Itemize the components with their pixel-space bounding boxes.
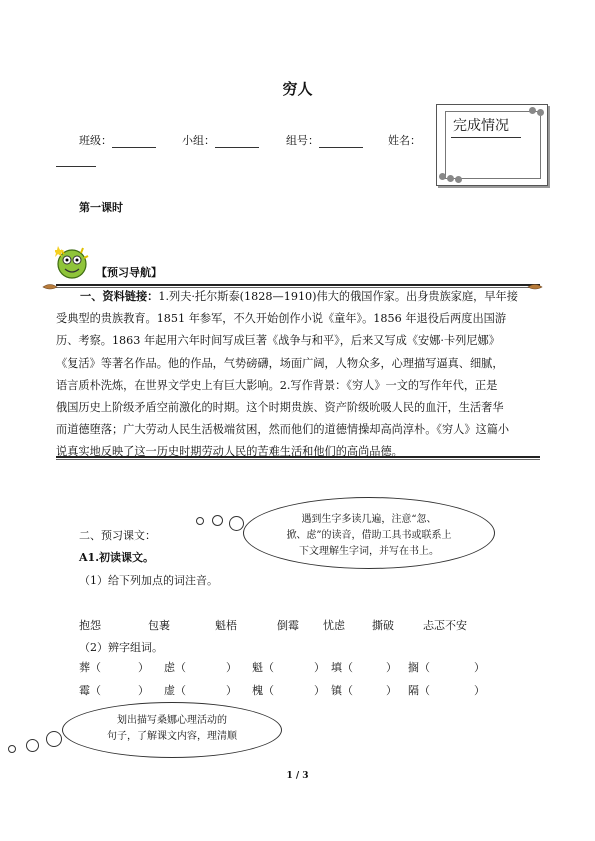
decor-dot-icon xyxy=(455,176,462,183)
a1-heading: A1.初读课文。 xyxy=(79,551,155,564)
completion-status-label: 完成情况 xyxy=(453,118,509,134)
word-item: 撕破 xyxy=(372,619,394,632)
word-item: 忐忑不安 xyxy=(423,619,467,632)
paragraph-line: 一、资料链接：1.列夫·托尔斯泰(1828—1910)伟大的俄国作家。出身贵族家庭，早年接 xyxy=(80,289,518,303)
class-label: 班级： xyxy=(79,134,112,147)
word-item: 抱怨 xyxy=(79,619,101,632)
completion-status-box xyxy=(436,104,548,186)
decor-dot-icon xyxy=(529,107,536,114)
word-item: 魁梧 xyxy=(215,619,237,632)
group-no-blank[interactable] xyxy=(319,135,363,148)
char-group-row-1: 葬（ ） 虑（ ） 魁（ ） 填（ ） 搁（ ） xyxy=(79,661,485,674)
name-field xyxy=(388,132,421,148)
paragraph-line: 说真实地反映了这一历史时期劳动人民的苦难生活和他们的高尚品德。 xyxy=(56,445,403,459)
paragraph-line: 历、考察。1863 年起用六年时间写成巨著《战争与和平》，后来又写成《安娜·卡列尼娜》 xyxy=(56,334,500,348)
paragraph-line: 俄国历史上阶级矛盾空前激化的时期。这个时期贵族、资产阶级吮吸人民的血汗，生活奢华 xyxy=(56,401,504,415)
q1-instruction: （1）给下列加点的词注音。 xyxy=(79,574,218,587)
q2-instruction: （2）辨字组词。 xyxy=(79,641,163,654)
thought-bubble-dot xyxy=(26,739,39,752)
tip-cloud-reading: 划出描写桑娜心理活动的 句子，了解课文内容，理清顺 xyxy=(62,702,282,758)
completion-status-line[interactable] xyxy=(451,137,521,138)
name-blank[interactable] xyxy=(56,156,96,167)
resource-links-label: 一、资料链接： xyxy=(80,289,159,303)
paragraph-line: 受典型的贵族教育。1851 年参军，不久开始创作小说《童年》。1856 年退役后两度出国游 xyxy=(56,312,507,326)
word-item: 忧虑 xyxy=(323,619,345,632)
decor-dot-icon xyxy=(439,173,446,180)
thought-bubble-dot xyxy=(8,745,16,753)
char-group-row-2: 霉（ ） 虚（ ） 槐（ ） 镇（ ） 隔（ ） xyxy=(79,684,485,697)
paragraph-line: 《复活》等著名作品。他的作品，气势磅礴，场面广阔，人物众多，心理描写逼真、细腻， xyxy=(56,356,504,370)
tip-cloud-vocabulary: 遇到生字多读几遍，注意“忽、 掀、虑”的读音，借助工具书或联系上 下文理解生字词，并写在书上。 xyxy=(243,497,495,569)
group-no-field xyxy=(286,132,363,148)
class-field xyxy=(79,132,156,148)
group-no-label: 组号： xyxy=(286,134,319,147)
class-blank[interactable] xyxy=(112,135,156,148)
page-title: 穷人 xyxy=(282,80,313,98)
paragraph-line: 而道德堕落；广大劳动人民生活极端贫困，然而他们的道德情操却高尚淳朴。《穷人》这篇小 xyxy=(56,423,510,437)
decor-dot-icon xyxy=(537,109,544,116)
resource-links-paragraph xyxy=(56,285,540,464)
lesson-heading: 第一课时 xyxy=(79,201,123,214)
name-label: 姓名： xyxy=(388,134,421,147)
group-blank[interactable] xyxy=(215,135,259,148)
group-label: 小组： xyxy=(182,134,215,147)
section2-heading: 二、预习课文： xyxy=(79,529,156,542)
thought-bubble-dot xyxy=(212,515,223,526)
thought-bubble-dot xyxy=(196,517,204,525)
bottom-divider xyxy=(56,456,540,460)
thought-bubble-dot xyxy=(229,516,244,531)
paragraph-line: 语言质朴洗炼，在世界文学史上有巨大影响。2.写作背景：《穷人》一文的写作年代，正是 xyxy=(56,378,498,392)
smiley-mascot-icon xyxy=(55,244,93,287)
preview-guide-heading: 【预习导航】 xyxy=(96,266,162,279)
word-item: 倒霉 xyxy=(277,619,299,632)
thought-bubble-dot xyxy=(46,731,62,747)
word-item: 包裹 xyxy=(148,619,170,632)
pinyin-word-row xyxy=(0,617,595,633)
page-number: 1 / 3 xyxy=(286,771,309,781)
group-field xyxy=(182,132,259,148)
decor-dot-icon xyxy=(447,175,454,182)
